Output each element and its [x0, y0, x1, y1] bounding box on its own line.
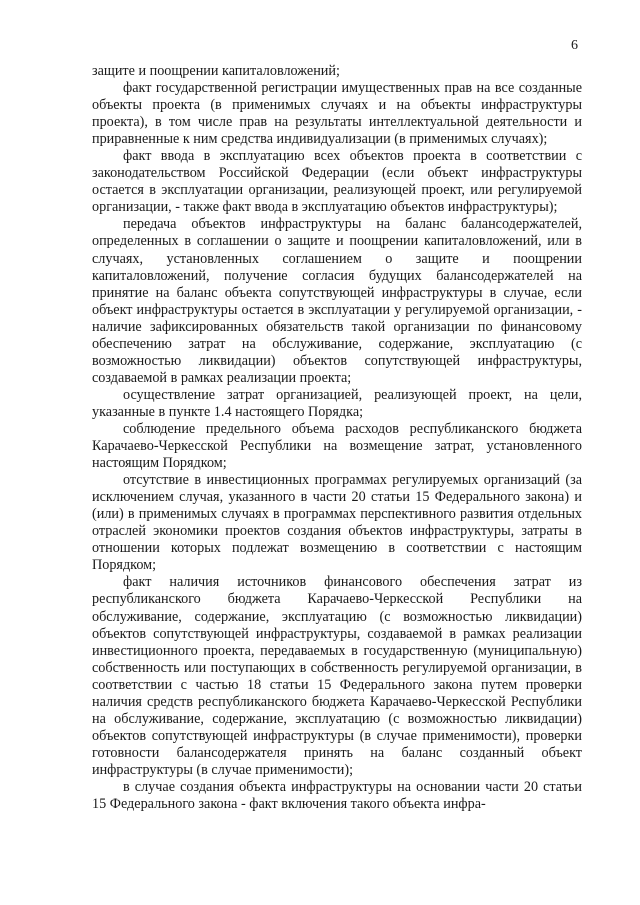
paragraph-infrastructure-inclusion: в случае создания объекта инфраструктуры на основании части 20 статьи 15 Федерального закона - факт включения такого объекта инфра- [92, 778, 582, 813]
paragraph-commissioning: факт ввода в эксплуатацию всех объектов проекта в соответствии с законодательством Российской Федерации (если объект инфраструктуры остается в эксплуатации организации, реализующей проект, или регулируемой организации, - также факт ввода в эксплуатацию объектов инфраструктуры); [92, 148, 582, 216]
paragraph-budget-limit: соблюдение предельного объема расходов республиканского бюджета Карачаево-Черкесской Республики на возмещение затрат, установленного настоящим Порядком; [92, 420, 582, 472]
page-number: 6 [571, 38, 578, 53]
paragraph-costs-incurred: осуществление затрат организацией, реализующей проект, на цели, указанные в пункте 1.4 настоящего Порядка; [92, 386, 582, 420]
paragraph-state-registration: факт государственной регистрации имущественных прав на все созданные объекты проекта (в применимых случаях и на объекты инфраструктуры проекта), в том числе прав на результаты интеллектуальной деятельности и приравненные к ним средства индивидуализации (в применимых случаях); [92, 80, 582, 148]
paragraph-balance-transfer: передача объектов инфраструктуры на баланс балансодержателей, определенных в соглашении о защите и поощрении капиталовложений, или в случаях, установленных соглашением о защите и поощрении капиталовложений, получение согласия будущих балансодержателей на принятие на баланс объекта сопутствующей инфраструктуры в случае, если объект инфраструктуры остается в эксплуатации у регулируемой организации, - наличие зафиксированных обязательств такой организации по финансовому обеспечению затрат на обслуживание, содержание, эксплуатацию (с возможностью ликвидации) объектов сопутствующей инфраструктуры, создаваемой в рамках реализации проекта; [92, 216, 582, 386]
paragraph-investment-programs: отсутствие в инвестиционных программах регулируемых организаций (за исключением случая, указанного в части 20 статьи 15 Федерального закона) и (или) в применимых случаях в программах перспективного развития отдельных отраслей экономики проектов создания объектов инфраструктуры, затраты в отношении которых подлежат возмещению в соответствии с настоящим Порядком; [92, 472, 582, 574]
paragraph-funding-sources: факт наличия источников финансового обеспечения затрат из республиканского бюджета Карачаево-Черкесской Республики на обслуживание, содержание, эксплуатацию (с возможностью ликвидации) объектов сопутствующей инфраструктуры, создаваемой в рамках реализации инвестиционного проекта, передаваемых в государственную (муниципальную) собственность или поступающих в собственность регулируемой организации, в соответствии с частью 18 статьи 15 Федерального закона путем проверки наличия средств республиканского бюджета Карачаево-Черкесской Республики на обслуживание, содержание, эксплуатацию (с возможностью ликвидации) объектов сопутствующей инфраструктуры (в случае применимости), проверки готовности балансодержателя принять на баланс созданный объект инфраструктуры (в случае применимости); [92, 574, 582, 778]
document-body [92, 63, 582, 813]
paragraph-continuation: защите и поощрении капиталовложений; [92, 63, 340, 79]
